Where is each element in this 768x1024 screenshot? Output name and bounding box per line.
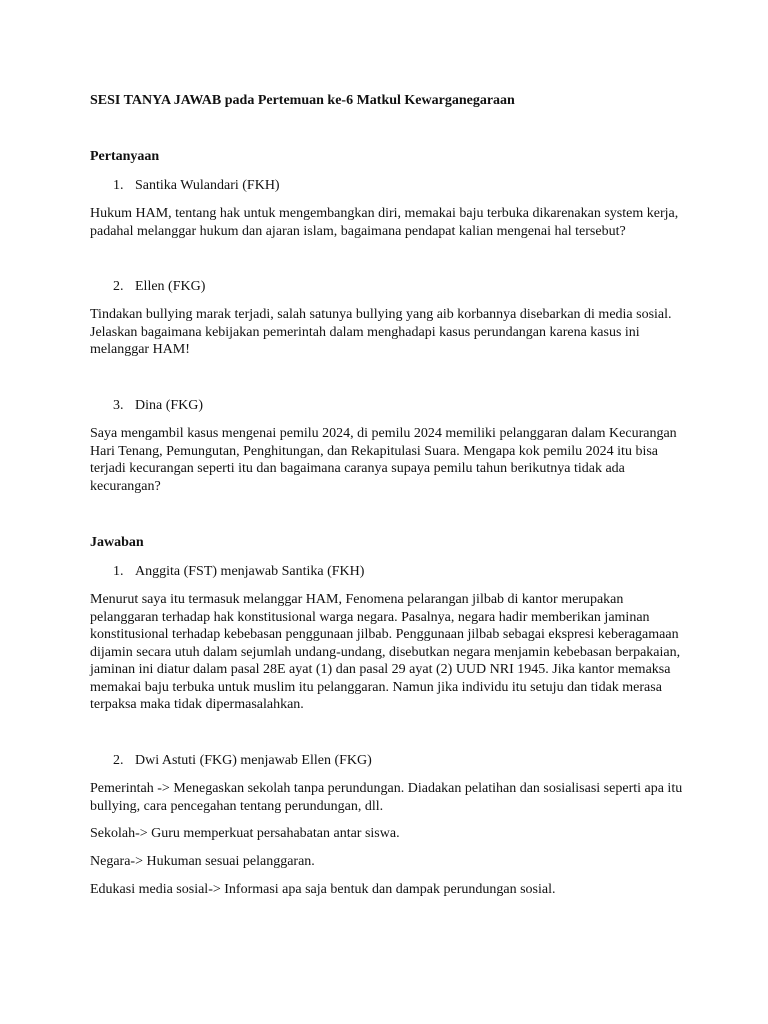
answer-1-number: 1.	[113, 564, 124, 579]
question-3-line-1: Saya mengambil kasus mengenai pemilu 2024, di pemilu 2024 memiliki pelanggaran dalam Kecurangan	[90, 426, 677, 441]
document-title: SESI TANYA JAWAB pada Pertemuan ke-6 Matkul Kewarganegaraan	[90, 93, 515, 108]
answer-2-number: 2.	[113, 753, 124, 768]
answer-2-paragraph-4	[90, 881, 690, 899]
answer-2-p3-line-1: Negara-> Hukuman sesuai pelanggaran.	[90, 854, 315, 869]
answer-1-line-4: dijamin secara utuh dalam sejumlah undang-undang, disebutkan negara menjamin kebebasan berpakaian,	[90, 644, 681, 660]
question-2-line-3: melanggar HAM!	[90, 342, 190, 357]
answer-1-text	[90, 591, 690, 714]
answer-2-paragraph-3	[90, 853, 690, 871]
question-3-asker: Dina (FKG)	[135, 398, 204, 413]
question-1-text	[90, 205, 690, 240]
answer-2-p2-line-1: Sekolah-> Guru memperkuat persahabatan antar siswa.	[90, 826, 400, 841]
answer-1-line-3: konstitusional terhadap kebebasan penggunaan jilbab. Penggunaan jilbab sebagai ekspresi keberagamaan	[90, 627, 679, 642]
answer-2-p1-line-1: Pemerintah -> Menegaskan sekolah tanpa perundungan. Diadakan pelatihan dan sosialisasi seperti apa itu	[90, 781, 683, 796]
question-1-line-1: Hukum HAM, tentang hak untuk mengembangkan diri, memakai baju terbuka dikarenakan system kerja,	[90, 206, 679, 221]
question-3-text	[90, 425, 690, 495]
answer-1-responder: Anggita (FST) menjawab Santika (FKH)	[135, 564, 365, 579]
question-3-line-2: Hari Tenang, Pemungutan, Penghitungan, dan Rekapitulasi Suara. Mengapa kok pemilu 2024 itu bisa	[90, 443, 658, 459]
question-1-asker: Santika Wulandari (FKH)	[135, 178, 280, 193]
answer-2-p4-line-1: Edukasi media sosial-> Informasi apa saja bentuk dan dampak perundungan sosial.	[90, 882, 556, 897]
answer-2-p1-line-2: bullying, cara pencegahan tentang perundungan, dll.	[90, 798, 384, 814]
questions-heading: Pertanyaan	[90, 149, 160, 164]
question-2-number: 2.	[113, 279, 124, 294]
answer-2-responder: Dwi Astuti (FKG) menjawab Ellen (FKG)	[135, 753, 372, 768]
answer-1-line-2: pelanggaran terhadap hak konstitusional warga negara. Pasalnya, negara hadir memberikan jaminan	[90, 609, 650, 625]
question-3-line-3: terjadi kecurangan seperti itu dan bagaimana caranya supaya pemilu tahun berikutnya tidak ada	[90, 461, 625, 476]
question-2-asker: Ellen (FKG)	[135, 279, 206, 294]
answer-1-line-5: jaminan ini diatur dalam pasal 28E ayat (1) dan pasal 29 ayat (2) UUD NRI 1945. Jika kantor memaksa	[90, 662, 671, 677]
answer-2-paragraph-2	[90, 825, 690, 843]
question-2-line-1: Tindakan bullying marak terjadi, salah satunya bullying yang aib korbannya disebarkan di media sosial.	[90, 307, 672, 322]
answer-1-line-6: memakai baju terbuka untuk muslim itu pelanggaran. Namun jika individu itu setuju dan tidak merasa	[90, 679, 662, 695]
question-3-number: 3.	[113, 398, 124, 413]
answers-heading: Jawaban	[90, 535, 144, 550]
question-2-line-2: Jelaskan bagaimana kebijakan pemerintah dalam menghadapi kasus perundangan karena kasus ini	[90, 324, 640, 340]
question-2-text	[90, 306, 690, 359]
answer-2-paragraph-1	[90, 780, 690, 815]
answer-1-line-1: Menurut saya itu termasuk melanggar HAM, Fenomena pelarangan jilbab di kantor merupakan	[90, 592, 624, 607]
answer-1-line-7: terpaksa maka tidak dipermasalahkan.	[90, 697, 304, 712]
question-1-line-2: padahal melanggar hukum dan ajaran islam, bagaimana pendapat kalian mengenai hal tersebut?	[90, 223, 626, 239]
question-1-number: 1.	[113, 178, 124, 193]
question-3-line-4: kecurangan?	[90, 478, 161, 494]
